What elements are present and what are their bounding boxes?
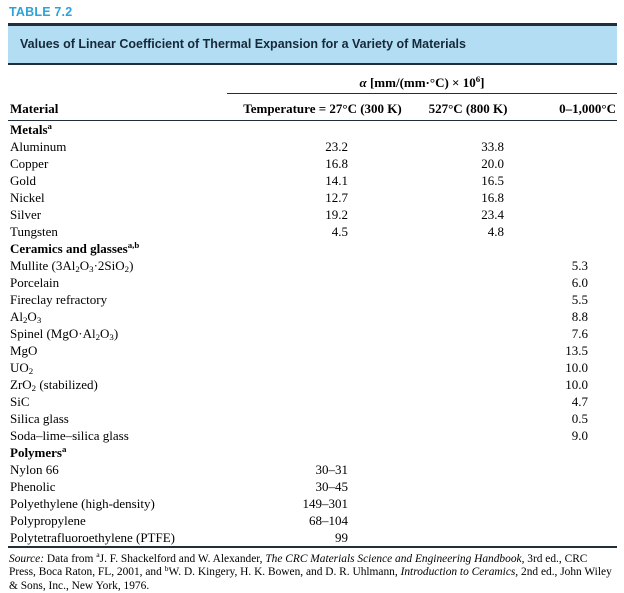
value-27c-cell: [227, 308, 418, 325]
value-0-1000c-cell: [518, 172, 617, 189]
value-0-1000c-cell: [518, 189, 617, 206]
material-cell: Silica glass: [8, 410, 227, 427]
material-cell: Nickel: [8, 189, 227, 206]
material-cell: Nylon 66: [8, 461, 227, 478]
value-27c-cell: [227, 342, 418, 359]
value-27c-cell: [227, 291, 418, 308]
value-0-1000c-cell: [518, 495, 617, 512]
value-27c-cell: 99: [227, 529, 418, 546]
section-row: [8, 240, 617, 257]
material-cell: Fireclay refractory: [8, 291, 227, 308]
table-title-banner: [8, 26, 617, 63]
value-0-1000c-cell: [518, 478, 617, 495]
value-527c-cell: [418, 478, 518, 495]
value-27c-cell: 30–45: [227, 478, 418, 495]
banner-bottom-rule: [8, 63, 617, 66]
thermal-expansion-table: [8, 72, 617, 546]
table-row: [8, 172, 617, 189]
table-row: [8, 495, 617, 512]
value-527c-cell: [418, 410, 518, 427]
value-0-1000c-cell: [518, 206, 617, 223]
material-cell: Aluminum: [8, 138, 227, 155]
value-527c-cell: [418, 308, 518, 325]
value-0-1000c-cell: [518, 461, 617, 478]
table-row: [8, 206, 617, 223]
material-cell: $UO_2$: [8, 359, 227, 376]
value-27c-cell: [227, 427, 418, 444]
value-27c-cell: 68–104: [227, 512, 418, 529]
material-cell: Polypropylene: [8, 512, 227, 529]
spanner-spacer: [8, 72, 227, 93]
table-row: [8, 155, 617, 172]
table-number-label: TABLE 7.2: [8, 3, 617, 23]
value-27c-cell: [227, 393, 418, 410]
table-row: [8, 308, 617, 325]
value-0-1000c-cell: 9.0: [518, 427, 617, 444]
value-0-1000c-cell: 0.5: [518, 410, 617, 427]
value-27c-cell: [227, 410, 418, 427]
value-0-1000c-cell: [518, 512, 617, 529]
value-27c-cell: [227, 325, 418, 342]
table-row: [8, 359, 617, 376]
value-527c-cell: 4.8: [418, 223, 518, 240]
value-27c-cell: 12.7: [227, 189, 418, 206]
material-cell: $Al_2O_3$: [8, 308, 227, 325]
table-row: [8, 189, 617, 206]
temp-527c-column-header: 527°C (800 K): [418, 93, 518, 120]
value-527c-cell: 16.8: [418, 189, 518, 206]
source-note: Source: Data from $^a$J. F. Shackelford and W. Alexander, The CRC Materials Science and Engineering Handbook, 3rd ed., CRC Press, Boca Raton, FL, 2001, and $^b$W. D. Kingery, H. K. Bowen, and D. R. Uhlmann, Introduction to Ceramics, 2nd ed., John Wiley & Sons, Inc., New York, 1976.: [8, 553, 617, 593]
material-cell: SiC: [8, 393, 227, 410]
value-527c-cell: [418, 461, 518, 478]
material-cell: Porcelain: [8, 274, 227, 291]
table-row: [8, 512, 617, 529]
value-0-1000c-cell: 10.0: [518, 359, 617, 376]
value-27c-cell: [227, 257, 418, 274]
table-row: [8, 529, 617, 546]
material-cell: Copper: [8, 155, 227, 172]
value-527c-cell: [418, 359, 518, 376]
value-0-1000c-cell: [518, 138, 617, 155]
value-527c-cell: [418, 512, 518, 529]
temp-range-column-header: 0–1,000°C: [518, 93, 617, 120]
value-527c-cell: [418, 325, 518, 342]
table-row: [8, 291, 617, 308]
value-527c-cell: [418, 393, 518, 410]
material-cell: ZrO$_2$ (stabilized): [8, 376, 227, 393]
material-cell: Mullite $(3Al_2O_3\cdot 2SiO_2)$: [8, 257, 227, 274]
temp-27c-column-header: Temperature = 27°C (300 K): [227, 93, 418, 120]
section-row: [8, 121, 617, 138]
value-527c-cell: 20.0: [418, 155, 518, 172]
value-0-1000c-cell: 10.0: [518, 376, 617, 393]
value-27c-cell: [227, 274, 418, 291]
table-row: [8, 376, 617, 393]
table-row: [8, 427, 617, 444]
material-cell: MgO: [8, 342, 227, 359]
value-527c-cell: 23.4: [418, 206, 518, 223]
material-cell: Polytetrafluoroethylene (PTFE): [8, 529, 227, 546]
value-27c-cell: 4.5: [227, 223, 418, 240]
material-column-header: Material: [8, 93, 227, 120]
value-27c-cell: 16.8: [227, 155, 418, 172]
section-header: Metals$^a$: [8, 121, 617, 138]
value-0-1000c-cell: [518, 223, 617, 240]
column-header-row: [8, 93, 617, 120]
table-row: [8, 325, 617, 342]
material-cell: Gold: [8, 172, 227, 189]
table-row: [8, 410, 617, 427]
table-bottom-rule: [8, 546, 617, 548]
table-body: [8, 121, 617, 546]
value-527c-cell: [418, 291, 518, 308]
value-527c-cell: [418, 529, 518, 546]
table-row: [8, 393, 617, 410]
table-row: [8, 274, 617, 291]
value-0-1000c-cell: 13.5: [518, 342, 617, 359]
value-527c-cell: [418, 495, 518, 512]
value-0-1000c-cell: [518, 529, 617, 546]
material-cell: Soda–lime–silica glass: [8, 427, 227, 444]
material-cell: Spinel $(MgO\cdot Al_2O_3)$: [8, 325, 227, 342]
value-0-1000c-cell: 5.3: [518, 257, 617, 274]
table-row: [8, 223, 617, 240]
value-0-1000c-cell: 4.7: [518, 393, 617, 410]
value-27c-cell: [227, 376, 418, 393]
value-527c-cell: [418, 376, 518, 393]
material-cell: Phenolic: [8, 478, 227, 495]
section-header: Polymers$^a$: [8, 444, 617, 461]
table-row: [8, 138, 617, 155]
value-527c-cell: [418, 342, 518, 359]
value-27c-cell: 14.1: [227, 172, 418, 189]
spanner-row: [8, 72, 617, 93]
value-527c-cell: 16.5: [418, 172, 518, 189]
value-0-1000c-cell: [518, 155, 617, 172]
material-cell: Silver: [8, 206, 227, 223]
value-527c-cell: 33.8: [418, 138, 518, 155]
table-head: [8, 72, 617, 121]
section-header: Ceramics and glasses$^{a,b}$: [8, 240, 617, 257]
value-0-1000c-cell: 7.6: [518, 325, 617, 342]
table-row: [8, 461, 617, 478]
value-0-1000c-cell: 5.5: [518, 291, 617, 308]
value-527c-cell: [418, 257, 518, 274]
value-27c-cell: 30–31: [227, 461, 418, 478]
table-row: [8, 478, 617, 495]
value-527c-cell: [418, 427, 518, 444]
value-27c-cell: 23.2: [227, 138, 418, 155]
value-0-1000c-cell: 8.8: [518, 308, 617, 325]
material-cell: Tungsten: [8, 223, 227, 240]
value-27c-cell: 19.2: [227, 206, 418, 223]
material-cell: Polyethylene (high-density): [8, 495, 227, 512]
table-title: Values of Linear Coefficient of Thermal Expansion for a Variety of Materials: [20, 37, 466, 51]
value-27c-cell: 149–301: [227, 495, 418, 512]
table-row: [8, 257, 617, 274]
table-row: [8, 342, 617, 359]
value-27c-cell: [227, 359, 418, 376]
value-527c-cell: [418, 274, 518, 291]
section-row: [8, 444, 617, 461]
value-0-1000c-cell: 6.0: [518, 274, 617, 291]
alpha-units-spanner-header: α $[mm/(mm\cdot^\circ C) \times 10^6]$: [227, 72, 617, 93]
